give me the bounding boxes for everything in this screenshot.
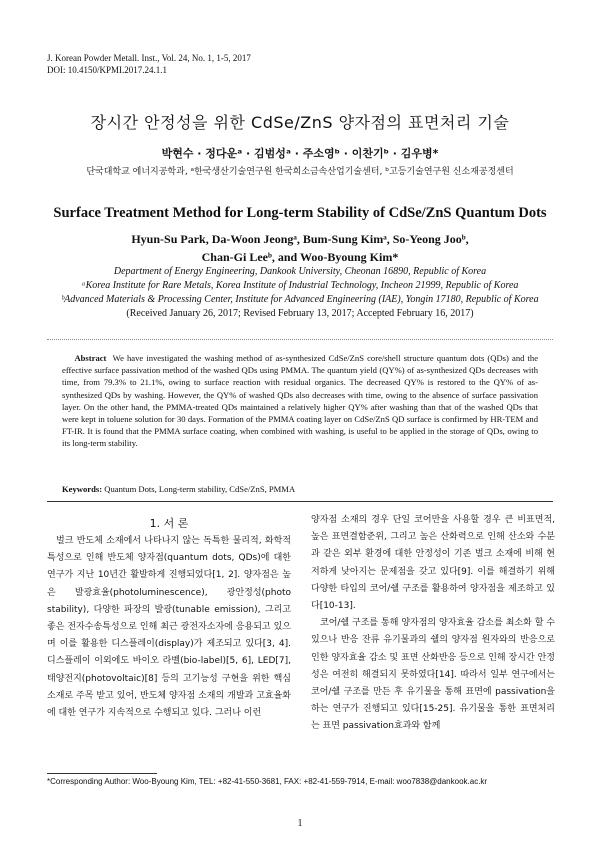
journal-citation: J. Korean Powder Metall. Inst., Vol. 24, No. 1, 1-5, 2017	[47, 53, 251, 63]
authors-english-line2: Chan-Gi Leeᵇ, and Woo-Byoung Kim*	[201, 250, 399, 264]
abstract-label: Abstract	[74, 353, 107, 363]
doi: DOI: 10.4150/KPMI.2017.24.1.1	[47, 65, 168, 75]
divider-solid	[47, 501, 553, 502]
affiliation-3: ᵇAdvanced Materials & Processing Center, Institute for Advanced Engineering (IAE), Yongin 17180, Republic of Korea	[61, 294, 539, 305]
title-korean: 장시간 안정성을 위한 CdSe/ZnS 양자점의 표면처리 기술	[90, 113, 510, 132]
intro-paragraph-2: 양자점 소재의 경우 단일 코어만을 사용할 경우 큰 비표면적, 높은 표면결함준위, 그리고 높은 산화력으로 인해 산소와 수분과 같은 외부 환경에 대한 안정성이 기존 벌크 소재에 비해 현저하게 낮아지는 문제점을 갖고 있다[9]. 이를 해결하기 위해 다양한 타입의 코어/쉘 구조를 활용하여 양자점을 제조하고 있다[10-13].	[311, 515, 555, 612]
authors-english-line1: Hyun-Su Park, Da-Woon Jeongᵃ, Bum-Sung Kimᵃ, So-Yeong Jooᵇ,	[131, 232, 469, 246]
authors-korean: 박현수 · 정다운ᵃ · 김범성ᵃ · 주소영ᵇ · 이찬기ᵇ · 김우병*	[161, 147, 439, 160]
page-number: 1	[297, 818, 303, 829]
column-left	[47, 533, 291, 722]
intro-paragraph-1: 벌크 반도체 소재에서 나타나지 않는 독특한 물리적, 화학적 특성으로 인해 반도체 양자점(quantum dots, QDs)에 대한 연구가 지난 10년간 활발하게 진행되었다[1, 2]. 양자점은 높은 발광효율(photoluminescence), 광안정성(photo stability), 다양한 파장의 발광(tunable emission), 그리고 좋은 전자수송특성으로 인해 최근 광전자소자에 응용되고 있으며 이를 활용한 디스플레이(display)가 제조되고 있다[3, 4]. 디스플레이 이외에도 바이오 라벨(bio-label)[5, 6], LED[7], 태양전지(photovoltaic)[8] 등의 고기능성 구현을 위한 핵심소재로 주목 받고 있어, 반도체 양자점 소재의 개발과 고효율화에 대한 연구가 지속적으로 수행되고 있다. 그러나 이런	[47, 536, 291, 719]
divider-dotted	[47, 339, 553, 340]
keywords-label: Keywords:	[62, 484, 103, 494]
affiliation-1: Department of Energy Engineering, Dankook University, Cheonan 16890, Republic of Korea	[113, 266, 487, 277]
title-english: Surface Treatment Method for Long-term Stability of CdSe/ZnS Quantum Dots	[53, 205, 547, 221]
abstract	[62, 352, 538, 450]
authors-english	[0, 230, 600, 266]
keywords-text: Quantum Dots, Long-term stability, CdSe/ZnS, PMMA	[104, 484, 296, 494]
affiliations-korean: 단국대학교 에너지공학과, ᵃ한국생산기술연구원 한국희소금속산업기술센터, ᵇ고등기술연구원 신소재공정센터	[86, 167, 514, 177]
footnote-rule	[47, 773, 157, 774]
keywords	[62, 484, 538, 494]
received-dates: (Received January 26, 2017; Revised February 13, 2017; Accepted February 16, 2017)	[126, 308, 474, 319]
section-heading-introduction: 1. 서 론	[149, 517, 189, 530]
journal-header	[47, 52, 251, 76]
column-right	[311, 512, 555, 736]
intro-paragraph-3: 코어/쉘 구조를 통해 양자점의 양자효율 감소를 최소화 할 수 있으나 반응 잔류 유기물과의 쉘의 양자점 원자와의 반응으로 인한 양자효율 감소 및 표면 산화반응 등으로 인해 장시간 안정성은 여전히 해결되지 못하였다[14]. 따라서 일부 연구에서는 코어/쉘 구조를 만든 후 유기물을 통해 표면에 passivation을 하는 연구가 진행되고 있다[15-25]. 유기물을 통한 표면처리는 표면 passivation효과와 함께	[311, 618, 555, 732]
affiliation-2: ᵃKorea Institute for Rare Metals, Korea Institute of Industrial Technology, Incheon 21999, Republic of Korea	[81, 280, 519, 291]
affiliations-english	[0, 265, 600, 321]
corresponding-author-footnote: *Corresponding Author: Woo-Byoung Kim, TEL: +82-41-550-3681, FAX: +82-41-559-7914, E-mail: woo7838@dankook.ac.kr	[47, 777, 488, 786]
abstract-text: We have investigated the washing method of as-synthesized CdSe/ZnS core/shell structure quantum dots (QDs) and the effective surface passivation method of the washed QDs using PMMA. The quantum yield (QY%) of as-synthesized QDs decreases with time, from 79.3% to 21.1%, owing to surface reaction with residual organics. The decreased QY% is restored to the QY% of as-synthesized QDs by washing. However, the QY% of washed QDs also decreases with time, owing to the absence of surface passivation layer. On the other hand, the PMMA-treated QDs maintained a relatively higher QY% after washing than that of the washed QDs that were kept in toluene solution for 30 days. Formation of the PMMA coating layer on CdSe/ZnS QD surface is confirmed by HR-TEM and FT-IR. It is found that the PMMA surface coating, when combined with washing, is useful to be applied in the storage of QDs, owing to its long-term stability.	[62, 353, 539, 449]
